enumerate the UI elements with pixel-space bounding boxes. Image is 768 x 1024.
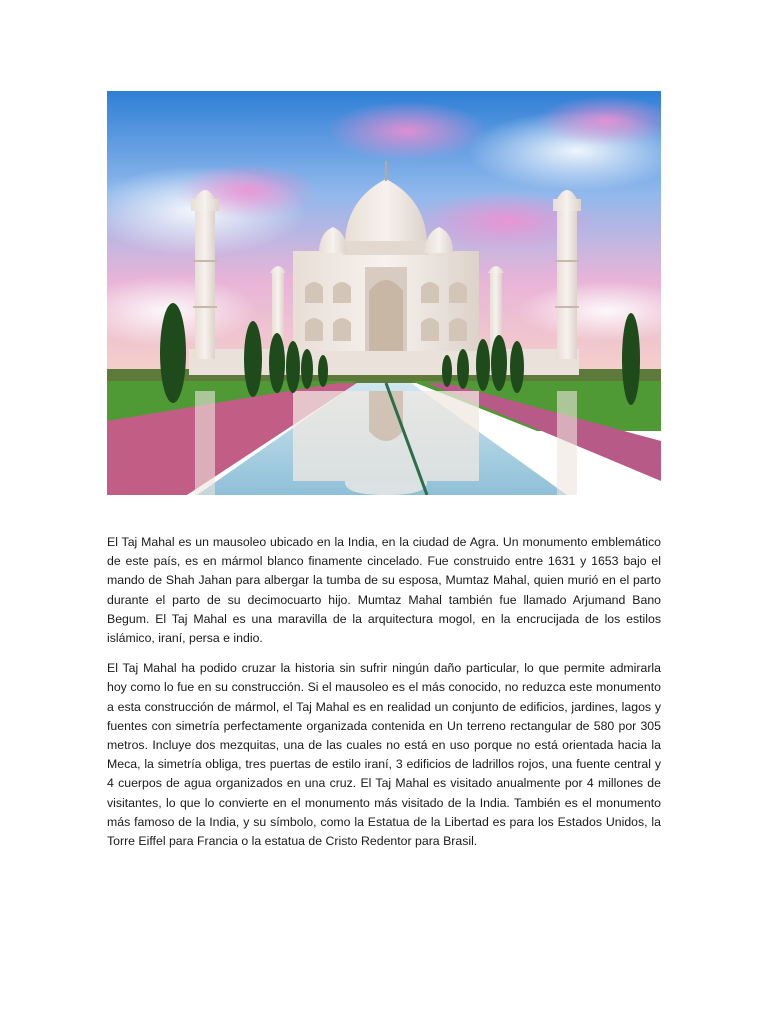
paragraph-history: El Taj Mahal ha podido cruzar la historia sin sufrir ningún daño particular, lo que permite admirarla hoy como lo fue en su construcción. Si el mausoleo es el más conocido, no reduzca este monumento a esta construcción de mármol, el Taj Mahal es en realidad un conjunto de edificios, jardines, lagos y fuentes con simetría perfectamente organizada contenida en Un terreno rectangular de 580 por 305 metros. Incluye dos mezquitas, una de las cuales no está en uso porque no está orientada hacia la Meca, la simetría obliga, tres puertas de estilo iraní, 3 edificios de ladrillos rojos, una fuente central y 4 cuerpos de agua organizados en una cruz. El Taj Mahal es visitado anualmente por 4 millones de visitantes, lo que lo convierte en el monumento más visitado de la India. También es el monumento más famoso de la India, y su símbolo, como la Estatua de la Libertad es para los Estados Unidos, la Torre Eiffel para Francia o la estatua de Cristo Redentor para Brasil.	[107, 661, 661, 849]
body-text	[107, 533, 661, 862]
taj-mahal-photo	[107, 91, 661, 495]
paragraph-intro: El Taj Mahal es un mausoleo ubicado en la India, en la ciudad de Agra. Un monumento emblemático de este país, es en mármol blanco finamente cincelado. Fue construido entre 1631 y 1653 bajo el mando de Shah Jahan para albergar la tumba de su esposa, Mumtaz Mahal, quien murió en el parto durante el parto de su decimocuarto hijo. Mumtaz Mahal también fue llamado Arjumand Bano Begum. El Taj Mahal es una maravilla de la arquitectura mogol, en la encrucijada de los estilos islámico, iraní, persa e indio.	[107, 535, 661, 646]
